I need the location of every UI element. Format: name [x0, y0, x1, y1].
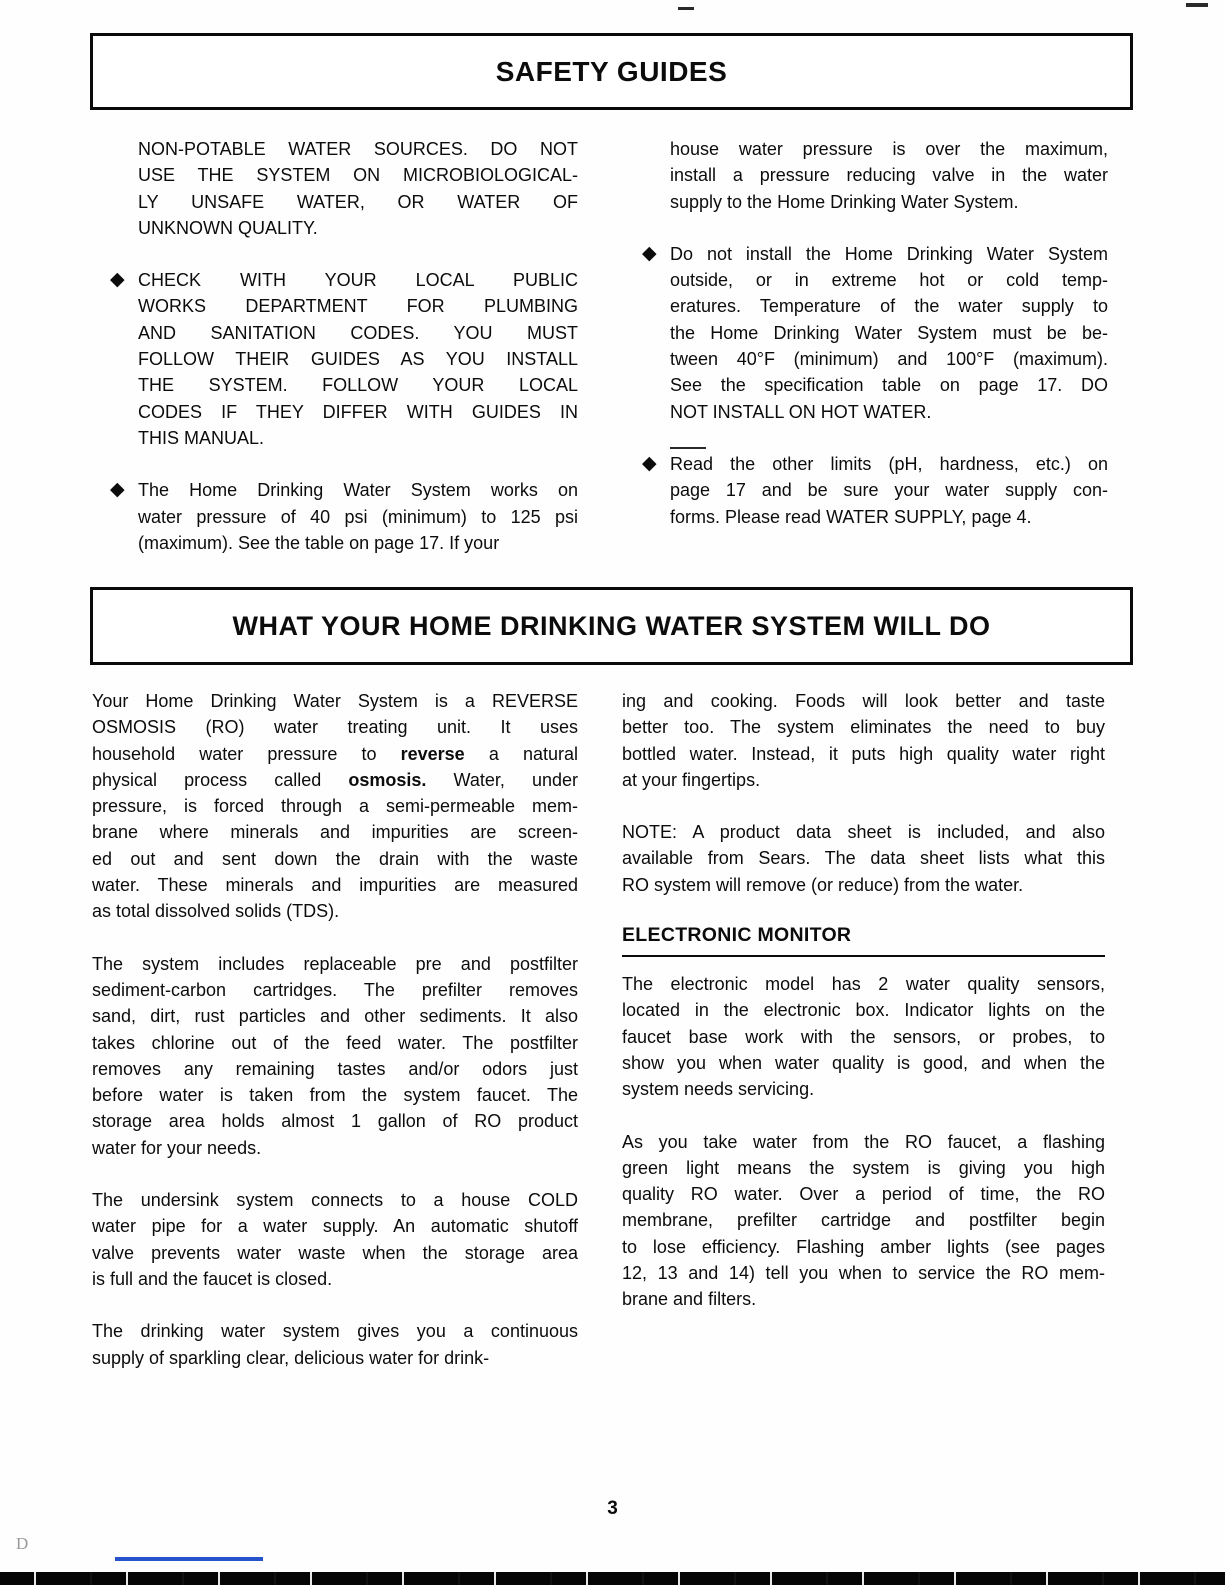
safety-guides-section: [110, 136, 1108, 556]
text-line: (maximum). See the table on page 17. If your: [138, 532, 500, 553]
text-line: tween 40°F (minimum) and 100°F (maximum).: [670, 349, 1108, 370]
text-line: AND SANITATION CODES. YOU MUST: [138, 322, 578, 343]
paragraph: [622, 1129, 1105, 1313]
scan-artifact-bottom-bar: [0, 1572, 1225, 1585]
safety-guides-title: SAFETY GUIDES: [495, 55, 728, 87]
safety-guides-title-box: [90, 33, 1133, 110]
bullet-item: [110, 267, 578, 451]
text-line: water pressure of 40 psi (minimum) to 125 psi: [138, 506, 578, 527]
text-line: quality RO water. Over a period of time, the RO: [622, 1184, 1105, 1205]
what-left-column: [92, 688, 578, 1371]
electronic-monitor-heading: ELECTRONIC MONITOR: [622, 924, 1105, 957]
text-line: NON-POTABLE WATER SOURCES. DO NOT: [138, 139, 578, 159]
text-line: CHECK WITH YOUR LOCAL PUBLIC: [138, 270, 578, 291]
text-line: THIS MANUAL.: [138, 427, 265, 448]
text-line: takes chlorine out of the feed water. The postfilter: [92, 1032, 578, 1053]
text-line: supply to the Home Drinking Water System.: [670, 191, 1019, 212]
text-line: available from Sears. The data sheet lists what this: [622, 848, 1105, 869]
paragraph: [110, 136, 578, 241]
what-right-column: [622, 688, 1105, 1371]
text-line: The undersink system connects to a house COLD: [92, 1190, 578, 1211]
text-line: 12, 13 and 14) tell you when to service the RO mem-: [622, 1263, 1105, 1284]
text-line: system needs servicing.: [622, 1079, 815, 1100]
text-line: physical process called osmosis. Water, under: [92, 769, 579, 790]
text-line: outside, or in extreme hot or cold temp-: [670, 270, 1108, 291]
text-line: water. These minerals and impurities are measured: [92, 875, 578, 896]
bullet-item: [642, 241, 1108, 425]
text-line: ed out and sent down the drain with the waste: [92, 848, 578, 869]
scan-artifact-blue-line: [115, 1557, 263, 1561]
text-line: UNKNOWN QUALITY.: [138, 217, 318, 238]
text-line: install a pressure reducing valve in the water: [670, 165, 1108, 186]
text-line: to lose efficiency. Flashing amber lights (see pages: [622, 1236, 1105, 1257]
text-line: Read the other limits (pH, hardness, etc.) on: [670, 453, 1108, 474]
paragraph: [642, 136, 1108, 215]
paragraph: [622, 819, 1105, 898]
text-line: The Home Drinking Water System works on: [138, 480, 578, 501]
text-line: water pipe for a water supply. An automatic shutoff: [92, 1216, 578, 1237]
what-system-will-do-title-box: [90, 587, 1133, 665]
text-line: supply of sparkling clear, delicious water for drink-: [92, 1347, 490, 1368]
paragraph: [92, 688, 578, 925]
text-line: CODES IF THEY DIFFER WITH GUIDES IN: [138, 401, 578, 422]
text-line: LY UNSAFE WATER, OR WATER OF: [138, 191, 578, 212]
text-line: USE THE SYSTEM ON MICROBIOLOGICAL-: [138, 165, 578, 186]
text-line: at your fingertips.: [622, 769, 761, 790]
text-line: sediment-carbon cartridges. The prefilter removes: [92, 979, 578, 1000]
text-line: eratures. Temperature of the water supply to: [670, 296, 1108, 317]
text-line: THE SYSTEM. FOLLOW YOUR LOCAL: [138, 375, 578, 396]
text-line: forms. Please read WATER SUPPLY, page 4.: [670, 506, 1032, 527]
text-line: brane and filters.: [622, 1289, 757, 1310]
safety-right-column: [642, 136, 1108, 556]
text-line: before water is taken from the system faucet. The: [92, 1085, 578, 1106]
text-line: OSMOSIS (RO) water treating unit. It uses: [92, 717, 578, 738]
text-line: is full and the faucet is closed.: [92, 1268, 333, 1289]
text-line: The system includes replaceable pre and postfilter: [92, 953, 578, 974]
what-system-will-do-title: WHAT YOUR HOME DRINKING WATER SYSTEM WILL DO: [232, 610, 991, 641]
bullet-item: [110, 477, 578, 556]
paragraph: [622, 971, 1105, 1102]
paragraph: [92, 951, 578, 1161]
text-line: WORKS DEPARTMENT FOR PLUMBING: [138, 296, 578, 317]
page-number: 3: [607, 1498, 618, 1519]
text-line: bottled water. Instead, it puts high quality water right: [622, 743, 1105, 764]
text-line: See the specification table on page 17. DO: [670, 375, 1108, 396]
text-line: pressure, is forced through a semi-permeable mem-: [92, 796, 578, 817]
diamond-bullet-icon: ◆: [110, 479, 125, 501]
text-line: green light means the system is giving you high: [622, 1157, 1105, 1178]
text-line: valve prevents water waste when the storage area: [92, 1242, 578, 1263]
text-line: household water pressure to reverse a natural: [92, 743, 578, 764]
text-line: Do not install the Home Drinking Water System: [670, 243, 1108, 264]
text-line: storage area holds almost 1 gallon of RO product: [92, 1111, 578, 1132]
text-line: as total dissolved solids (TDS).: [92, 901, 340, 922]
diamond-bullet-icon: ◆: [642, 242, 657, 264]
text-line: membrane, prefilter cartridge and postfilter begin: [622, 1210, 1105, 1231]
paragraph: [92, 1318, 578, 1371]
text-line: As you take water from the RO faucet, a flashing: [622, 1131, 1105, 1152]
text-line: page 17 and be sure your water supply con-: [670, 480, 1108, 501]
text-line: sand, dirt, rust particles and other sediments. It also: [92, 1006, 578, 1027]
text-line: brane where minerals and impurities are screen-: [92, 822, 578, 843]
text-line: ing and cooking. Foods will look better and taste: [622, 691, 1105, 711]
text-line: removes any remaining tastes and/or odors just: [92, 1058, 578, 1079]
text-line: RO system will remove (or reduce) from the water.: [622, 874, 1024, 895]
paragraph: [92, 1187, 578, 1292]
diamond-bullet-icon: ◆: [642, 452, 657, 474]
text-line: water for your needs.: [92, 1137, 262, 1158]
text-line: show you when water quality is good, and when the: [622, 1052, 1105, 1073]
bullet-item: [642, 451, 1108, 530]
safety-left-column: [110, 136, 578, 556]
text-line: better too. The system eliminates the need to buy: [622, 717, 1105, 738]
text-line: FOLLOW THEIR GUIDES AS YOU INSTALL: [138, 349, 578, 370]
diamond-bullet-icon: ◆: [110, 269, 125, 291]
text-line: NOT INSTALL ON HOT WATER.: [670, 401, 932, 422]
scan-artifact-top-dash: [678, 7, 694, 10]
text-line: NOTE: A product data sheet is included, and also: [622, 822, 1105, 843]
text-line: The drinking water system gives you a continuous: [92, 1321, 578, 1342]
scan-artifact-letter: D: [16, 1534, 29, 1553]
text-line: faucet base work with the sensors, or probes, to: [622, 1026, 1105, 1047]
what-system-will-do-section: [92, 688, 1105, 1371]
text-line: the Home Drinking Water System must be be-: [670, 322, 1108, 343]
text-line: Your Home Drinking Water System is a REVERSE: [92, 691, 578, 711]
paragraph: [622, 688, 1105, 793]
scan-artifact-corner-dash: [1186, 3, 1208, 7]
text-line: The electronic model has 2 water quality sensors,: [622, 974, 1105, 995]
text-line: house water pressure is over the maximum,: [670, 139, 1108, 159]
text-line: located in the electronic box. Indicator lights on the: [622, 1000, 1105, 1021]
